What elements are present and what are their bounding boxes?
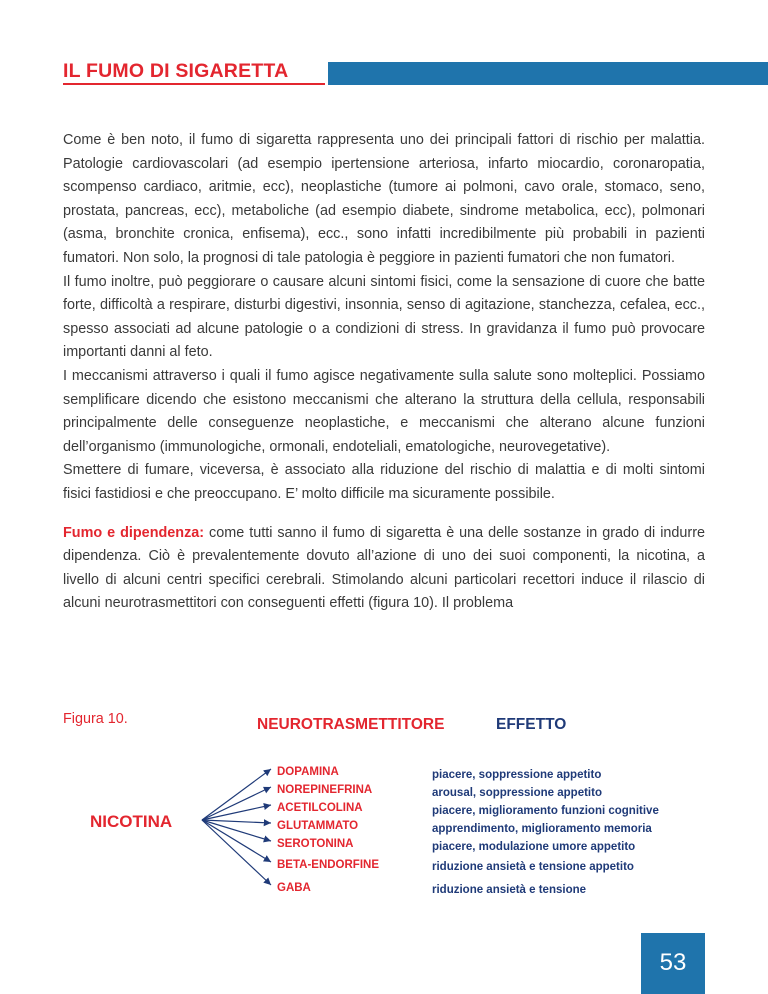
neurotransmitter-label: SEROTONINA <box>277 838 354 850</box>
figure-10 <box>63 700 705 932</box>
neurotransmitter-label: GLUTAMMATO <box>277 820 359 832</box>
chapter-title: IL FUMO DI SIGARETTA <box>63 60 289 82</box>
effect-label: arousal, soppressione appetito <box>432 787 602 799</box>
main-text <box>63 129 705 616</box>
paragraph-dependence <box>63 522 705 616</box>
dependence-lead: Fumo e dipendenza: <box>63 524 205 541</box>
page-number: 53 <box>659 949 687 976</box>
title-underline <box>63 83 325 85</box>
arrow <box>202 787 271 820</box>
neurotransmitter-label: GABA <box>277 882 311 894</box>
effect-label: riduzione ansietà e tensione appetito <box>432 861 634 873</box>
arrows <box>202 769 271 885</box>
chapter-header <box>63 58 768 86</box>
neurotransmitter-label: ACETILCOLINA <box>277 802 363 814</box>
paragraph-symptoms: Il fumo inoltre, può peggiorare o causare alcuni sintomi fisici, come la sensazione di cuore che batte forte, difficoltà a respirare, disturbi digestivi, insonnia, senso di agitazione, stanchezza, cefalea, ecc., spesso associati ad alcune patologie o a condizioni di stress. In gravidanza il fumo può provocare importanti danni al feto. <box>63 273 705 361</box>
effect-labels <box>432 769 659 896</box>
paragraph-quitting: Smettere di fumare, viceversa, è associato alla riduzione del rischio di malattia e di molti sintomi fisici fastidiosi e che preoccupano. E’ molto difficile ma sicuramente possibile. <box>63 462 705 502</box>
effect-label: piacere, soppressione appetito <box>432 769 602 781</box>
neurotransmitter-label: DOPAMINA <box>277 766 339 778</box>
arrow <box>202 820 271 885</box>
arrow <box>202 820 271 862</box>
nicotine-diagram <box>63 700 705 932</box>
neurotransmitter-label: NOREPINEFRINA <box>277 784 373 796</box>
dependence-text: come tutti sanno il fumo di sigaretta è una delle sostanze in grado di indurre dipendenza. Ciò è prevalentemente dovuto all’azione di uno dei suoi componenti, la nicotina, a livello di alcuni centri specifici cerebrali. Stimolando alcuni particolari recettori induce il rilascio di alcuni neurotrasmettitori con conseguenti effetti (figura 10). Il problema <box>63 524 705 612</box>
paragraph-mechanisms: I meccanismi attraverso i quali il fumo agisce negativamente sulla salute sono molteplici. Possiamo semplificare dicendo che esistono meccanismi che alterano la struttura della cellula, responsabili principalmente delle conseguenze neoplastiche, e meccanismi che alterano alcune funzioni dell’organismo (immunologiche, ormonali, endoteliali, ematologiche, neurovegetative). <box>63 367 705 455</box>
header-accent-bar <box>328 62 768 85</box>
column-header-effect: EFFETTO <box>496 716 567 733</box>
page-number-box <box>641 933 705 994</box>
effect-label: riduzione ansietà e tensione <box>432 884 587 896</box>
effect-label: piacere, miglioramento funzioni cognitive <box>432 805 659 817</box>
effect-label: piacere, modulazione umore appetito <box>432 841 636 853</box>
figure-caption: Figura 10. <box>63 711 128 727</box>
neurotransmitter-label: BETA-ENDORFINE <box>277 859 380 871</box>
column-header-neurotransmitter: NEUROTRASMETTITORE <box>257 716 445 733</box>
source-nicotina: NICOTINA <box>90 812 173 831</box>
neurotransmitter-labels <box>277 766 379 894</box>
effect-label: apprendimento, miglioramento memoria <box>432 823 652 835</box>
paragraph-risk: Come è ben noto, il fumo di sigaretta rappresenta uno dei principali fattori di rischio per malattia. Patologie cardiovascolari (ad esempio ipertensione arteriosa, infarto miocardio, coronaropatia, scompenso cardiaco, aritmie, ecc), neoplastiche (tumore ai polmoni, cavo orale, stomaco, seno, prostata, pancreas, ecc), metaboliche (ad esempio diabete, sindrome metabolica, ecc), polmonari (asma, bronchite cronica, enfisema), ecc., sono infatti incredibilmente più probabili in pazienti fumatori. Non solo, la prognosi di tale patologia è peggiore in pazienti fumatori che non fumatori. <box>63 132 705 266</box>
